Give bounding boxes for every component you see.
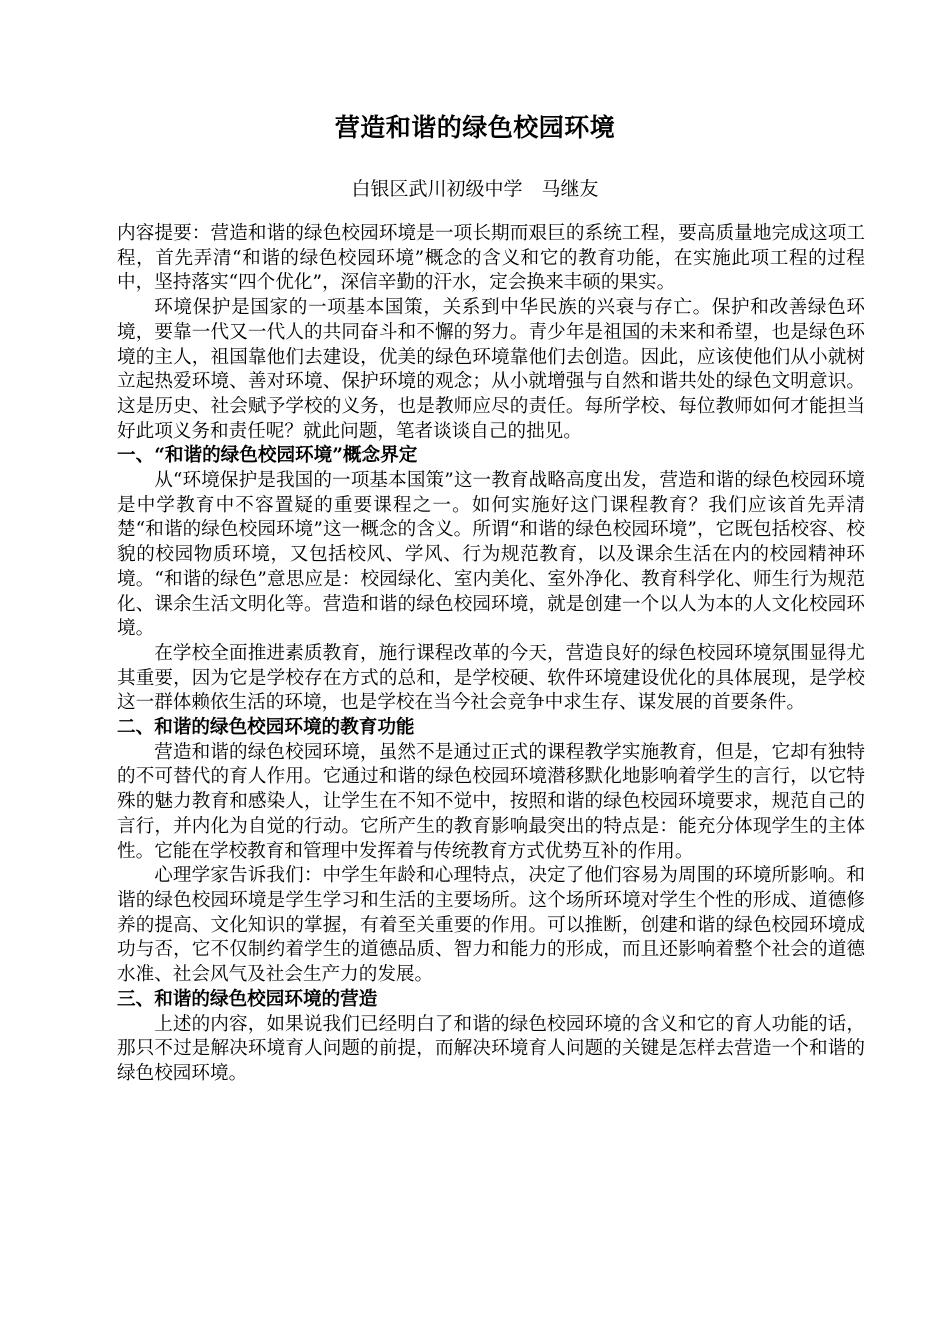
abstract-paragraph: 内容提要：营造和谐的绿色校园环境是一项长期而艰巨的系统工程，要高质量地完成这项工程，首先弄清“和谐的绿色校园环境”概念的含义和它的教育功能，在实施此项工程的过程中，坚持落实“四个优化”，深信辛勤的汗水，定会换来丰硕的果实。 <box>117 223 865 294</box>
document-author: 白银区武川初级中学 马继友 <box>351 178 599 200</box>
section-2-paragraph-2: 心理学家告诉我们：中学生年龄和心理特点，决定了他们容易为周围的环境所影响。和谐的绿色校园环境是学生学习和生活的主要场所。这个场所环境对学生个性的形成、道德修养的提高、文化知识的掌握，有着至关重要的作用。可以推断，创建和谐的绿色校园环境成功与否，它不仅制约着学生的道德品质、智力和能力的形成，而且还影响着整个社会的道德水准、社会风气及社会生产力的发展。 <box>117 865 865 986</box>
intro-paragraph: 环境保护是国家的一项基本国策，关系到中华民族的兴衰与存亡。保护和改善绿色环境，要靠一代又一代人的共同奋斗和不懈的努力。青少年是祖国的未来和希望，也是绿色环境的主人，祖国靠他们去建设，优美的绿色环境靠他们去创造。因此，应该使他们从小就树立起热爱环境、善对环境、保护环境的观念；从小就增强与自然和谐共处的绿色文明意识。这是历史、社会赋予学校的义务，也是教师应尽的责任。每所学校、每位教师如何才能担当好此项义务和责任呢？就此问题，笔者谈谈自己的拙见。 <box>117 297 865 442</box>
section-1-heading: 一、“和谐的绿色校园环境”概念界定 <box>117 445 418 467</box>
document-body <box>117 222 865 1087</box>
section-2-paragraph-1: 营造和谐的绿色校园环境，虽然不是通过正式的课程教学实施教育，但是，它却有独特的不可替代的育人作用。它通过和谐的绿色校园环境潜移默化地影响着学生的言行，以它特殊的魅力教育和感染人，让学生在不知不觉中，按照和谐的绿色校园环境要求，规范自己的言行，并内化为自觉的行动。它所产生的教育影响最突出的特点是：能充分体现学生的主体性。它能在学校教育和管理中发挥着与传统教育方式优势互补的作用。 <box>117 741 865 862</box>
section-2-heading: 二、和谐的绿色校园环境的教育功能 <box>117 717 415 739</box>
section-1-paragraph-1: 从“环境保护是我国的一项基本国策”这一教育战略高度出发，营造和谐的绿色校园环境是中学教育中不容置疑的重要课程之一。如何实施好这门课程教育？我们应该首先弄清楚“和谐的绿色校园环境”这一概念的含义。所谓“和谐的绿色校园环境”，它既包括校容、校貌的校园物质环境，又包括校风、学风、行为规范教育，以及课余生活在内的校园精神环境。“和谐的绿色”意思应是：校园绿化、室内美化、室外净化、教育科学化、师生行为规范化、课余生活文明化等。营造和谐的绿色校园环境，就是创建一个以人为本的人文化校园环境。 <box>117 470 865 640</box>
document-title: 营造和谐的绿色校园环境 <box>334 113 616 142</box>
section-1-paragraph-2: 在学校全面推进素质教育，施行课程改革的今天，营造良好的绿色校园环境氛围显得尤其重要，因为它是学校存在方式的总和，是学校硬、软件环境建设优化的具体展现，是学校这一群体赖依生活的环境，也是学校在当今社会竞争中求生存、谋发展的首要条件。 <box>117 642 865 714</box>
section-3-heading: 三、和谐的绿色校园环境的营造 <box>117 988 378 1010</box>
section-3-paragraph-1: 上述的内容，如果说我们已经明白了和谐的绿色校园环境的含义和它的育人功能的话，那只不过是解决环境育人问题的前提，而解决环境育人问题的关键是怎样去营造一个和谐的绿色校园环境。 <box>117 1013 865 1084</box>
